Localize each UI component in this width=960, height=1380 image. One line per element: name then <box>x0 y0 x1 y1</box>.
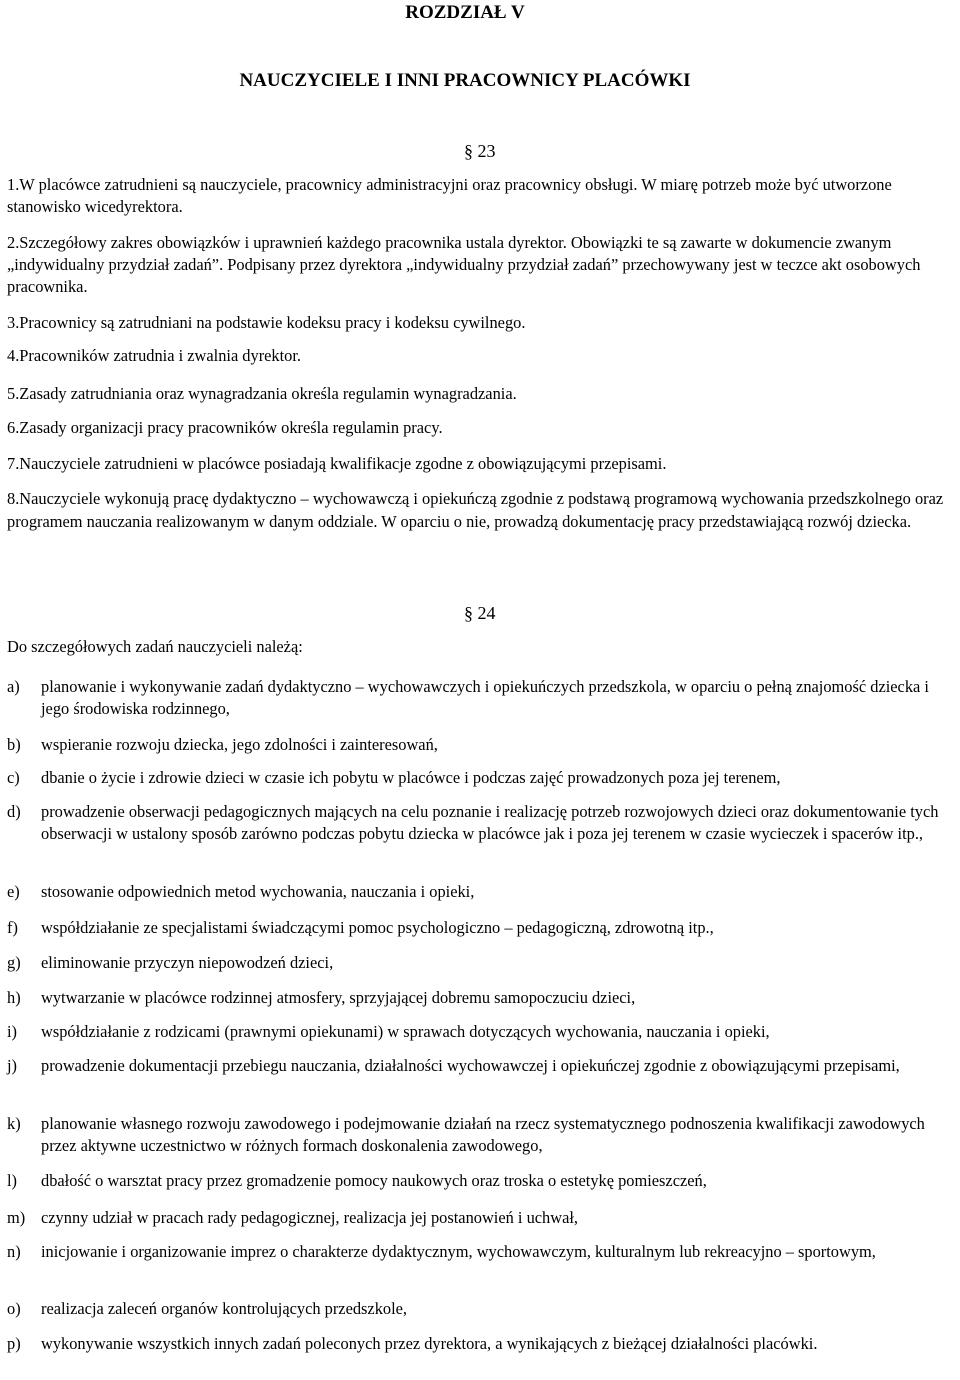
task-item <box>7 801 955 845</box>
task-letter: b) <box>7 735 21 754</box>
task-letter: n) <box>7 1242 21 1261</box>
task-item <box>7 987 955 1009</box>
task-item <box>7 734 955 756</box>
task-item <box>7 1021 955 1043</box>
task-text: prowadzenie obserwacji pedagogicznych mających na celu poznanie i realizację potrzeb rozwojowych dzieci oraz dokumentowanie tych obserwacji w ustalony sposób zarówno podczas pobytu dziecka w placówce jak i poza jej terenem w czasie wycieczek i spacerów itp., <box>41 802 939 843</box>
task-text: prowadzenie dokumentacji przebiegu nauczania, działalności wychowawczej i opiekuńczej zgodnie z obowiązującymi przepisami, <box>41 1056 900 1075</box>
task-letter: a) <box>7 677 20 696</box>
task-text: współdziałanie z rodzicami (prawnymi opiekunami) w sprawach dotyczących wychowania, nauczania i opieki, <box>41 1022 770 1041</box>
paragraph-23-heading: § 23 <box>464 141 496 161</box>
task-letter: h) <box>7 988 21 1007</box>
task-letter: o) <box>7 1299 21 1318</box>
task-item <box>7 1241 955 1263</box>
task-item <box>7 1333 955 1355</box>
point-5: 5.Zasady zatrudniania oraz wynagradzania określa regulamin wynagradzania. <box>7 384 517 403</box>
task-letter: l) <box>7 1171 18 1190</box>
point-7: 7.Nauczyciele zatrudnieni w placówce posiadają kwalifikacje zgodne z obowiązującymi przepisami. <box>7 454 667 473</box>
point-8: 8.Nauczyciele wykonują pracę dydaktyczno – wychowawczą i opiekuńczą zgodnie z podstawą programową wychowania przedszkolnego oraz programem nauczania realizowanym w danym oddziale. W oparciu o nie, prowadzą dokumentację pracy przedstawiającą rozwój dziecka. <box>7 489 944 531</box>
task-letter: g) <box>7 953 21 972</box>
paragraph-24-heading: § 24 <box>464 603 496 623</box>
task-letter: c) <box>7 768 20 787</box>
task-item <box>7 952 955 974</box>
task-item <box>7 676 955 720</box>
point-2: 2.Szczegółowy zakres obowiązków i uprawnień każdego pracownika ustala dyrektor. Obowiązki te są zawarte w dokumencie zwanym „indywidualny przydział zadań”. Podpisany przez dyrektora „indywidualny przydział zadań” przechowywany jest w teczce akt osobowych pracownika. <box>7 233 921 296</box>
task-text: inicjowanie i organizowanie imprez o charakterze dydaktycznym, wychowawczym, kulturalnym lub rekreacyjno – sportowym, <box>41 1242 876 1261</box>
task-text: stosowanie odpowiednich metod wychowania, nauczania i opieki, <box>41 882 475 901</box>
task-letter: m) <box>7 1208 26 1227</box>
point-4: 4.Pracowników zatrudnia i zwalnia dyrektor. <box>7 346 302 365</box>
tasks-intro: Do szczegółowych zadań nauczycieli należą: <box>7 637 303 656</box>
task-item <box>7 1207 955 1229</box>
task-item <box>7 917 955 939</box>
task-letter: j) <box>7 1056 18 1075</box>
task-text: eliminowanie przyczyn niepowodzeń dzieci, <box>41 953 334 972</box>
task-item <box>7 767 955 789</box>
task-item <box>7 1170 955 1192</box>
task-letter: f) <box>7 918 18 937</box>
task-text: dbałość o warsztat pracy przez gromadzenie pomocy naukowych oraz troska o estetykę pomieszczeń, <box>41 1171 707 1190</box>
task-text: planowanie własnego rozwoju zawodowego i podejmowanie działań na rzecz systematycznego podnoszenia kwalifikacji zawodowych przez aktywne uczestnictwo w różnych formach doskonalenia zawodowego, <box>41 1114 925 1155</box>
point-6: 6.Zasady organizacji pracy pracowników określa regulamin pracy. <box>7 418 443 437</box>
task-letter: i) <box>7 1022 18 1041</box>
task-text: realizacja zaleceń organów kontrolujących przedszkole, <box>41 1299 408 1318</box>
task-text: współdziałanie ze specjalistami świadczącymi pomoc psychologiczno – pedagogiczną, zdrowotną itp., <box>41 918 714 937</box>
task-item <box>7 1298 955 1320</box>
task-text: czynny udział w pracach rady pedagogicznej, realizacja jej postanowień i uchwał, <box>41 1208 579 1227</box>
task-letter: e) <box>7 882 20 901</box>
section-title: NAUCZYCIELE I INNI PRACOWNICY PLACÓWKI <box>239 70 691 91</box>
point-1: 1.W placówce zatrudnieni są nauczyciele, pracownicy administracyjni oraz pracownicy obsługi. W miarę potrzeb może być utworzone stanowisko wicedyrektora. <box>7 175 892 216</box>
task-item <box>7 881 955 903</box>
task-text: wytwarzanie w placówce rodzinnej atmosfery, sprzyjającej dobremu samopoczuciu dzieci, <box>41 988 636 1007</box>
task-letter: d) <box>7 802 21 821</box>
task-letter: p) <box>7 1334 21 1353</box>
task-text: wspieranie rozwoju dziecka, jego zdolności i zainteresowań, <box>41 735 438 754</box>
task-item <box>7 1113 955 1157</box>
task-item <box>7 1055 955 1077</box>
task-text: dbanie o życie i zdrowie dzieci w czasie ich pobytu w placówce i podczas zajęć prowadzonych poza jej terenem, <box>41 768 781 787</box>
task-letter: k) <box>7 1114 21 1133</box>
chapter-title: ROZDZIAŁ V <box>405 2 525 23</box>
task-text: planowanie i wykonywanie zadań dydaktyczno – wychowawczych i opiekuńczych przedszkola, w oparciu o pełną znajomość dziecka i jego środowiska rodzinnego, <box>41 677 929 718</box>
point-3: 3.Pracownicy są zatrudniani na podstawie kodeksu pracy i kodeksu cywilnego. <box>7 313 526 332</box>
task-text: wykonywanie wszystkich innych zadań poleconych przez dyrektora, a wynikających z bieżącej działalności placówki. <box>41 1334 818 1353</box>
